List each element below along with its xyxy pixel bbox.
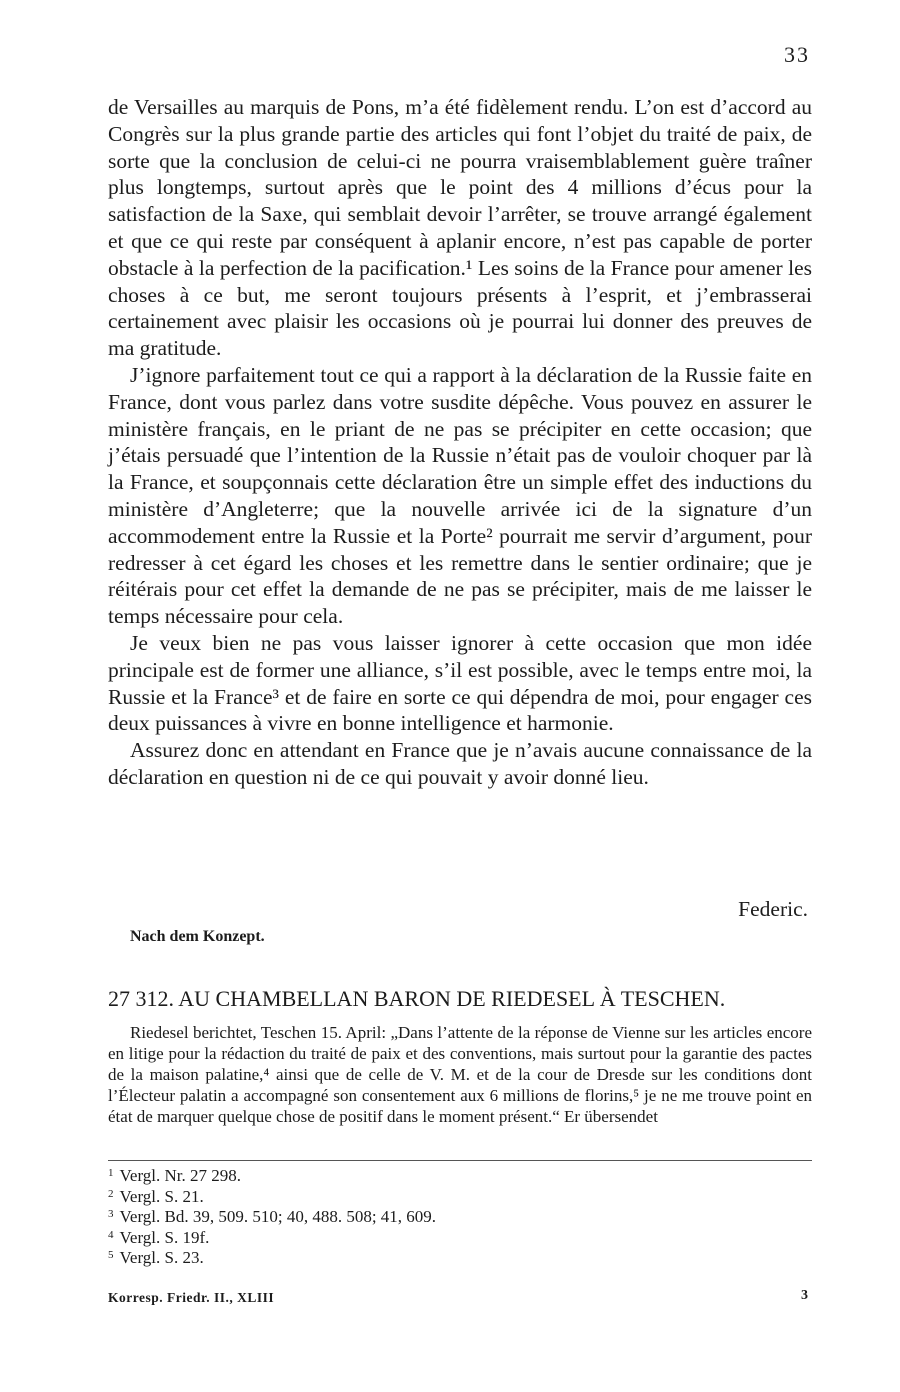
footnote-divider bbox=[108, 1160, 812, 1161]
summary-paragraph bbox=[108, 1022, 812, 1127]
footnote-mark: 2 bbox=[108, 1187, 114, 1200]
paragraph-continuation: de Versailles au marquis de Pons, m’a été fidèlement rendu. L’on est d’accord au Congrès sur la plus grande partie des articles qui font l’objet du traité de paix, de sorte que la conclusion de celui-ci ne pourra vraisemblablement guère traîner plus longtemps, surtout après que le point des 4 millions d’écus pour la satisfaction de la Saxe, qui semblait devoir l’arrêter, se trouve arrangé également et que ce qui reste par conséquent à aplanir encore, n’est pas capable de porter obstacle à la perfection de la pacification.¹ Les soins de la France pour amener les choses à ce but, me seront toujours présents à l’esprit, et j’embrasserai certainement avec plaisir les occasions où je pourrai lui donner des preuves de ma gratitude. bbox=[108, 95, 812, 361]
footnote bbox=[108, 1166, 812, 1187]
footnote bbox=[108, 1187, 812, 1208]
footnote-text: Vergl. Bd. 39, 509. 510; 40, 488. 508; 41, 609. bbox=[119, 1207, 437, 1226]
footnotes bbox=[108, 1166, 812, 1269]
source-note: Nach dem Konzept. bbox=[130, 928, 265, 945]
footer-collection-title: Korresp. Friedr. II., XLIII bbox=[108, 1290, 275, 1305]
footnote-mark: 1 bbox=[108, 1167, 114, 1179]
footnote-text: Vergl. Nr. 27 298. bbox=[119, 1166, 242, 1185]
paragraph: J’ignore parfaitement tout ce qui a rapport à la déclaration de la Russie faite en France, dont vous parlez dans votre susdite dépêche. Vous pouvez en assurer le ministère français, en le priant de ne pas se précipiter en cette occasion; que j’étais persuadé que l’intention de la Russie n’était pas de vouloir choquer par là la France, et soupçonnais cette déclaration être un simple effet des inductions du ministère d’Angleterre; que la nouvelle arrivée ici de la signature d’un accommodement entre la Russie et la Porte² pourrait me servir d’argument, pour redresser à cet égard les choses et les remettre dans le sentier ordinaire; que je réitérais pour cet effet la demande de ne pas se précipiter, mais de me laisser le temps nécessaire pour cela. bbox=[108, 362, 812, 629]
footnote-mark: 5 bbox=[108, 1249, 114, 1261]
footnote-text: Vergl. S. 19f. bbox=[119, 1227, 210, 1247]
footnote-mark: 4 bbox=[108, 1228, 114, 1241]
signature: Federic. bbox=[738, 897, 808, 921]
footer-signature-mark: 3 bbox=[801, 1288, 808, 1303]
letter-heading: 27 312. AU CHAMBELLAN BARON DE RIEDESEL À TESCHEN. bbox=[108, 986, 726, 1011]
footnote bbox=[108, 1228, 812, 1249]
summary-text: Riedesel berichtet, Teschen 15. April: „Dans l’attente de la réponse de Vienne sur les articles encore en litige pour la rédaction du traité de paix et des conventions, mais surtout pour la garantie des pactes de la maison palatine,⁴ ainsi que de celle de V. M. et de la cour de Dresde sur les conditions dont l’Électeur palatin a accompagné son consentement aux 6 millions de florins,⁵ je ne me trouve point en état de marquer quelque chose de positif dans le moment présent.“ Er übersendet bbox=[108, 1023, 812, 1126]
footnote-text: Vergl. S. 23. bbox=[119, 1248, 204, 1267]
footnote-mark: 3 bbox=[108, 1208, 114, 1220]
footnote bbox=[108, 1248, 812, 1269]
footnote-text: Vergl. S. 21. bbox=[119, 1186, 204, 1206]
footnote bbox=[108, 1207, 812, 1228]
paragraph: Je veux bien ne pas vous laisser ignorer à cette occasion que mon idée principale est de former une alliance, s’il est possible, avec le temps entre moi, la Russie et la France³ et de faire en sorte ce qui dépendra de moi, pour engager ces deux puissances à vivre en bonne intelligence et harmonie. bbox=[108, 630, 812, 736]
page-number: 33 bbox=[784, 42, 810, 67]
letter-body bbox=[108, 94, 812, 791]
paragraph: Assurez donc en attendant en France que je n’avais aucune connaissance de la déclaration en question ni de ce qui pouvait y avoir donné lieu. bbox=[108, 738, 812, 789]
